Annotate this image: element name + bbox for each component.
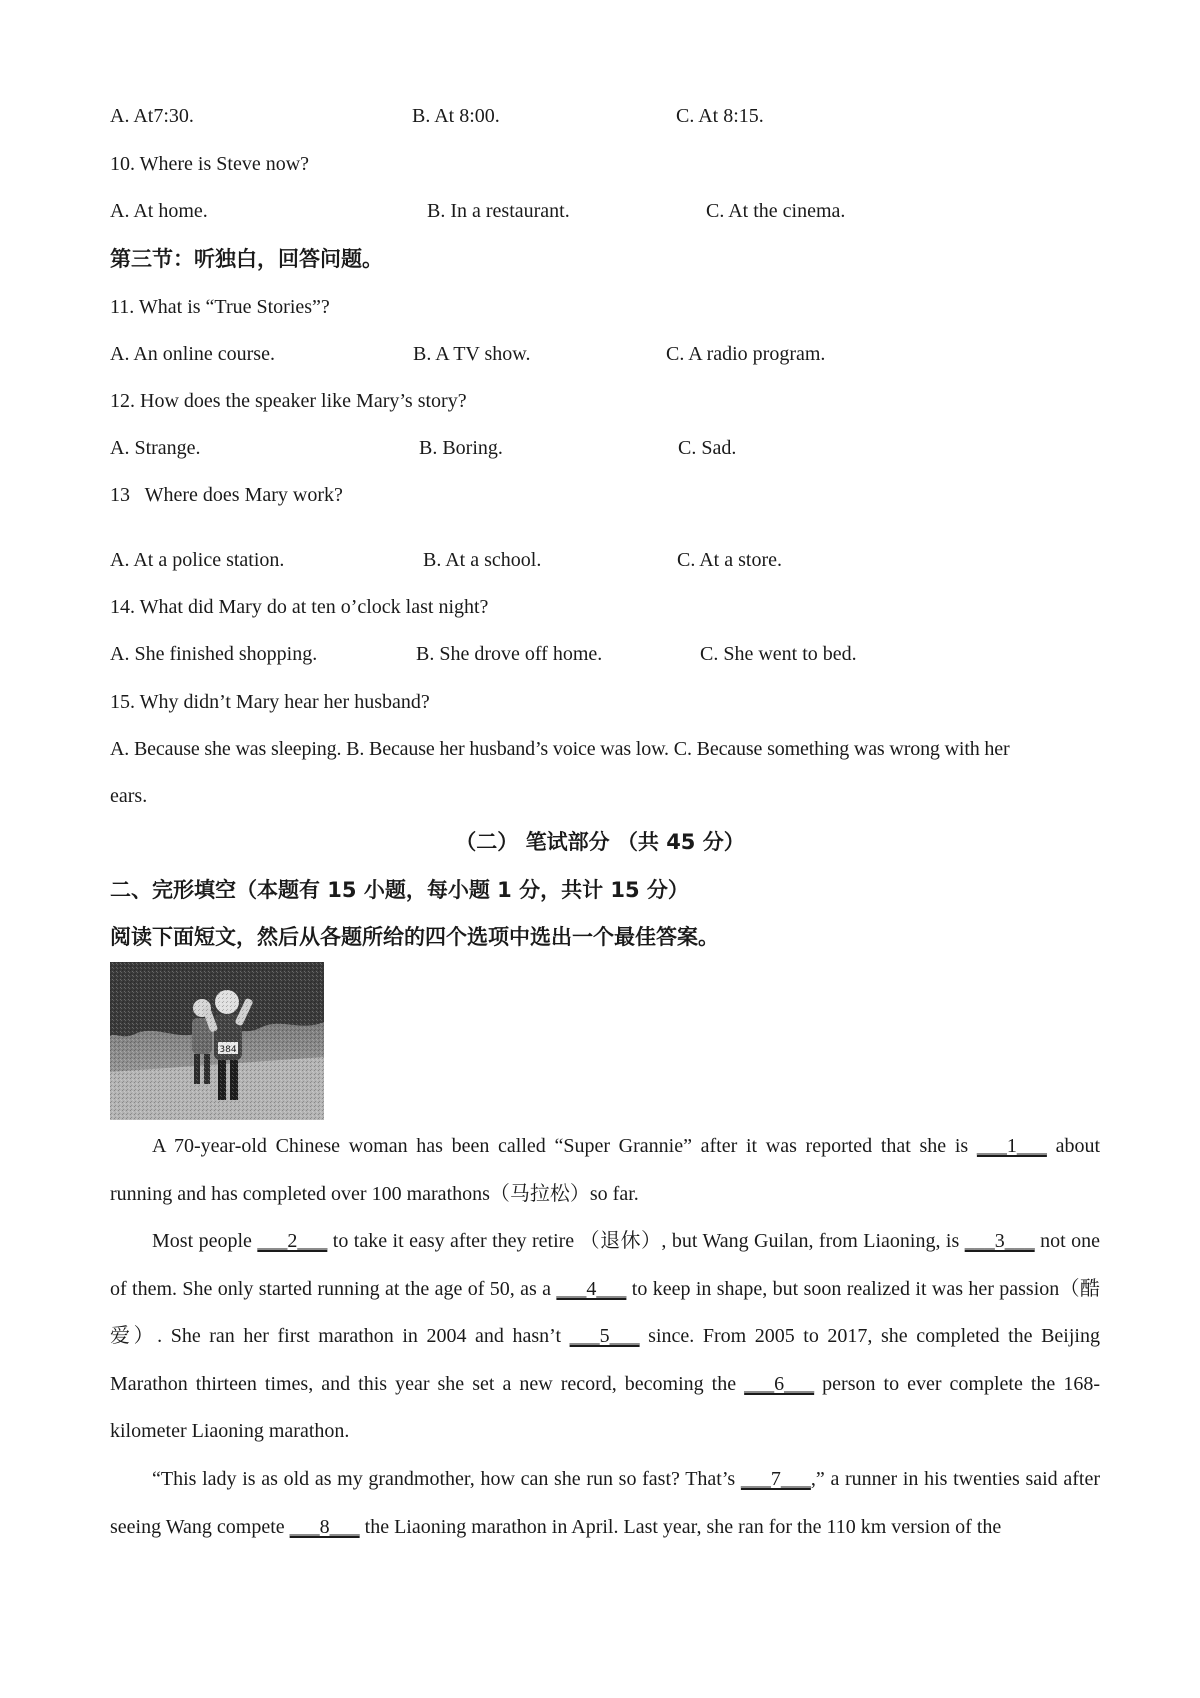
- q9-option-c: C. At 8:15.: [676, 105, 764, 127]
- cloze-heading: 二、完形填空（本题有 15 小题，每小题 1 分，共计 15 分）: [110, 878, 689, 902]
- blank-4: ___4___: [556, 1277, 627, 1300]
- blank-5: ___5___: [569, 1325, 640, 1347]
- q13-option-c: C. At a store.: [677, 549, 782, 571]
- q11-option-b: B. A TV show.: [413, 343, 531, 365]
- q12-option-c: C. Sad.: [678, 437, 737, 459]
- p2-text-6: person to ever complete the 168-kilometer Liaoning marathon.: [110, 1372, 1100, 1442]
- q13-option-b: B. At a school.: [423, 549, 542, 571]
- q15-question: 15. Why didn’t Mary hear her husband?: [110, 691, 430, 713]
- section3-heading: 第三节：听独白，回答问题。: [110, 247, 383, 271]
- p3-text-1: “This lady is as old as my grandmother, how can she run so fast? That’s: [152, 1468, 741, 1490]
- q9-option-a: A. At7:30.: [110, 105, 194, 127]
- cloze-paragraph-3: [110, 1456, 1100, 1551]
- q14-question: 14. What did Mary do at ten o’clock last night?: [110, 596, 489, 618]
- blank-8: ___8___: [289, 1515, 360, 1538]
- marathon-runner-photo: [110, 962, 324, 1120]
- q13-option-a: A. At a police station.: [110, 549, 285, 571]
- cloze-paragraph-2: [110, 1218, 1100, 1456]
- q12-option-a: A. Strange.: [110, 437, 201, 459]
- blank-7: ___7___: [740, 1468, 811, 1490]
- q13-question: 13 Where does Mary work?: [110, 484, 343, 506]
- q11-option-a: A. An online course.: [110, 343, 275, 365]
- p2-text-2: to take it easy after they retire （退休）, but Wang Guilan, from Liaoning, is: [327, 1230, 965, 1252]
- blank-6: ___6___: [744, 1372, 815, 1395]
- cloze-instruction: 阅读下面短文，然后从各题所给的四个选项中选出一个最佳答案。: [110, 925, 719, 949]
- q11-option-c: C. A radio program.: [666, 343, 826, 365]
- q15-options-line2: ears.: [110, 785, 148, 807]
- q12-question: 12. How does the speaker like Mary’s story?: [110, 390, 467, 412]
- q12-option-b: B. Boring.: [419, 437, 503, 459]
- written-part-title: （二） 笔试部分 （共 45 分）: [455, 830, 745, 854]
- cloze-paragraph-1: [110, 1123, 1100, 1218]
- p2-text-4: to keep in shape, but soon realized it was her passion（酷爱）. She ran her first marathon in 2004 and hasn’t: [110, 1277, 1100, 1347]
- q10-option-c: C. At the cinema.: [706, 200, 846, 222]
- q14-option-c: C. She went to bed.: [700, 643, 857, 665]
- q11-question: 11. What is “True Stories”?: [110, 296, 330, 318]
- p2-text-5: since. From 2005 to 2017, she completed the Beijing Marathon thirteen times, and this year she set a new record, becoming the: [110, 1325, 1100, 1395]
- p2-text-3: not one of them. She only started running at the age of 50, as a: [110, 1230, 1101, 1300]
- p1-text-1: A 70-year-old Chinese woman has been called “Super Grannie” after it was reported that she is: [152, 1135, 977, 1157]
- p3-text-3: the Liaoning marathon in April. Last year, she ran for the 110 km version of the: [359, 1515, 1002, 1538]
- q15-options-line1: A. Because she was sleeping. B. Because her husband’s voice was low. C. Because something was wrong with her: [110, 738, 1010, 760]
- q9-option-b: B. At 8:00.: [412, 105, 500, 127]
- blank-2: ___2___: [257, 1230, 328, 1252]
- q10-option-a: A. At home.: [110, 200, 208, 222]
- photo-icon: [110, 962, 324, 1120]
- p3-text-2: ,” a runner in his twenties said after seeing Wang compete: [110, 1468, 1100, 1538]
- q14-option-b: B. She drove off home.: [416, 643, 603, 665]
- blank-1: ___1___: [976, 1135, 1047, 1157]
- blank-3: ___3___: [964, 1230, 1035, 1252]
- p1-text-2: about running and has completed over 100 marathons（马拉松）so far.: [110, 1135, 1101, 1205]
- q10-question: 10. Where is Steve now?: [110, 153, 310, 175]
- q14-option-a: A. She finished shopping.: [110, 643, 318, 665]
- p2-text-1: Most people: [152, 1230, 258, 1252]
- q10-option-b: B. In a restaurant.: [427, 200, 570, 222]
